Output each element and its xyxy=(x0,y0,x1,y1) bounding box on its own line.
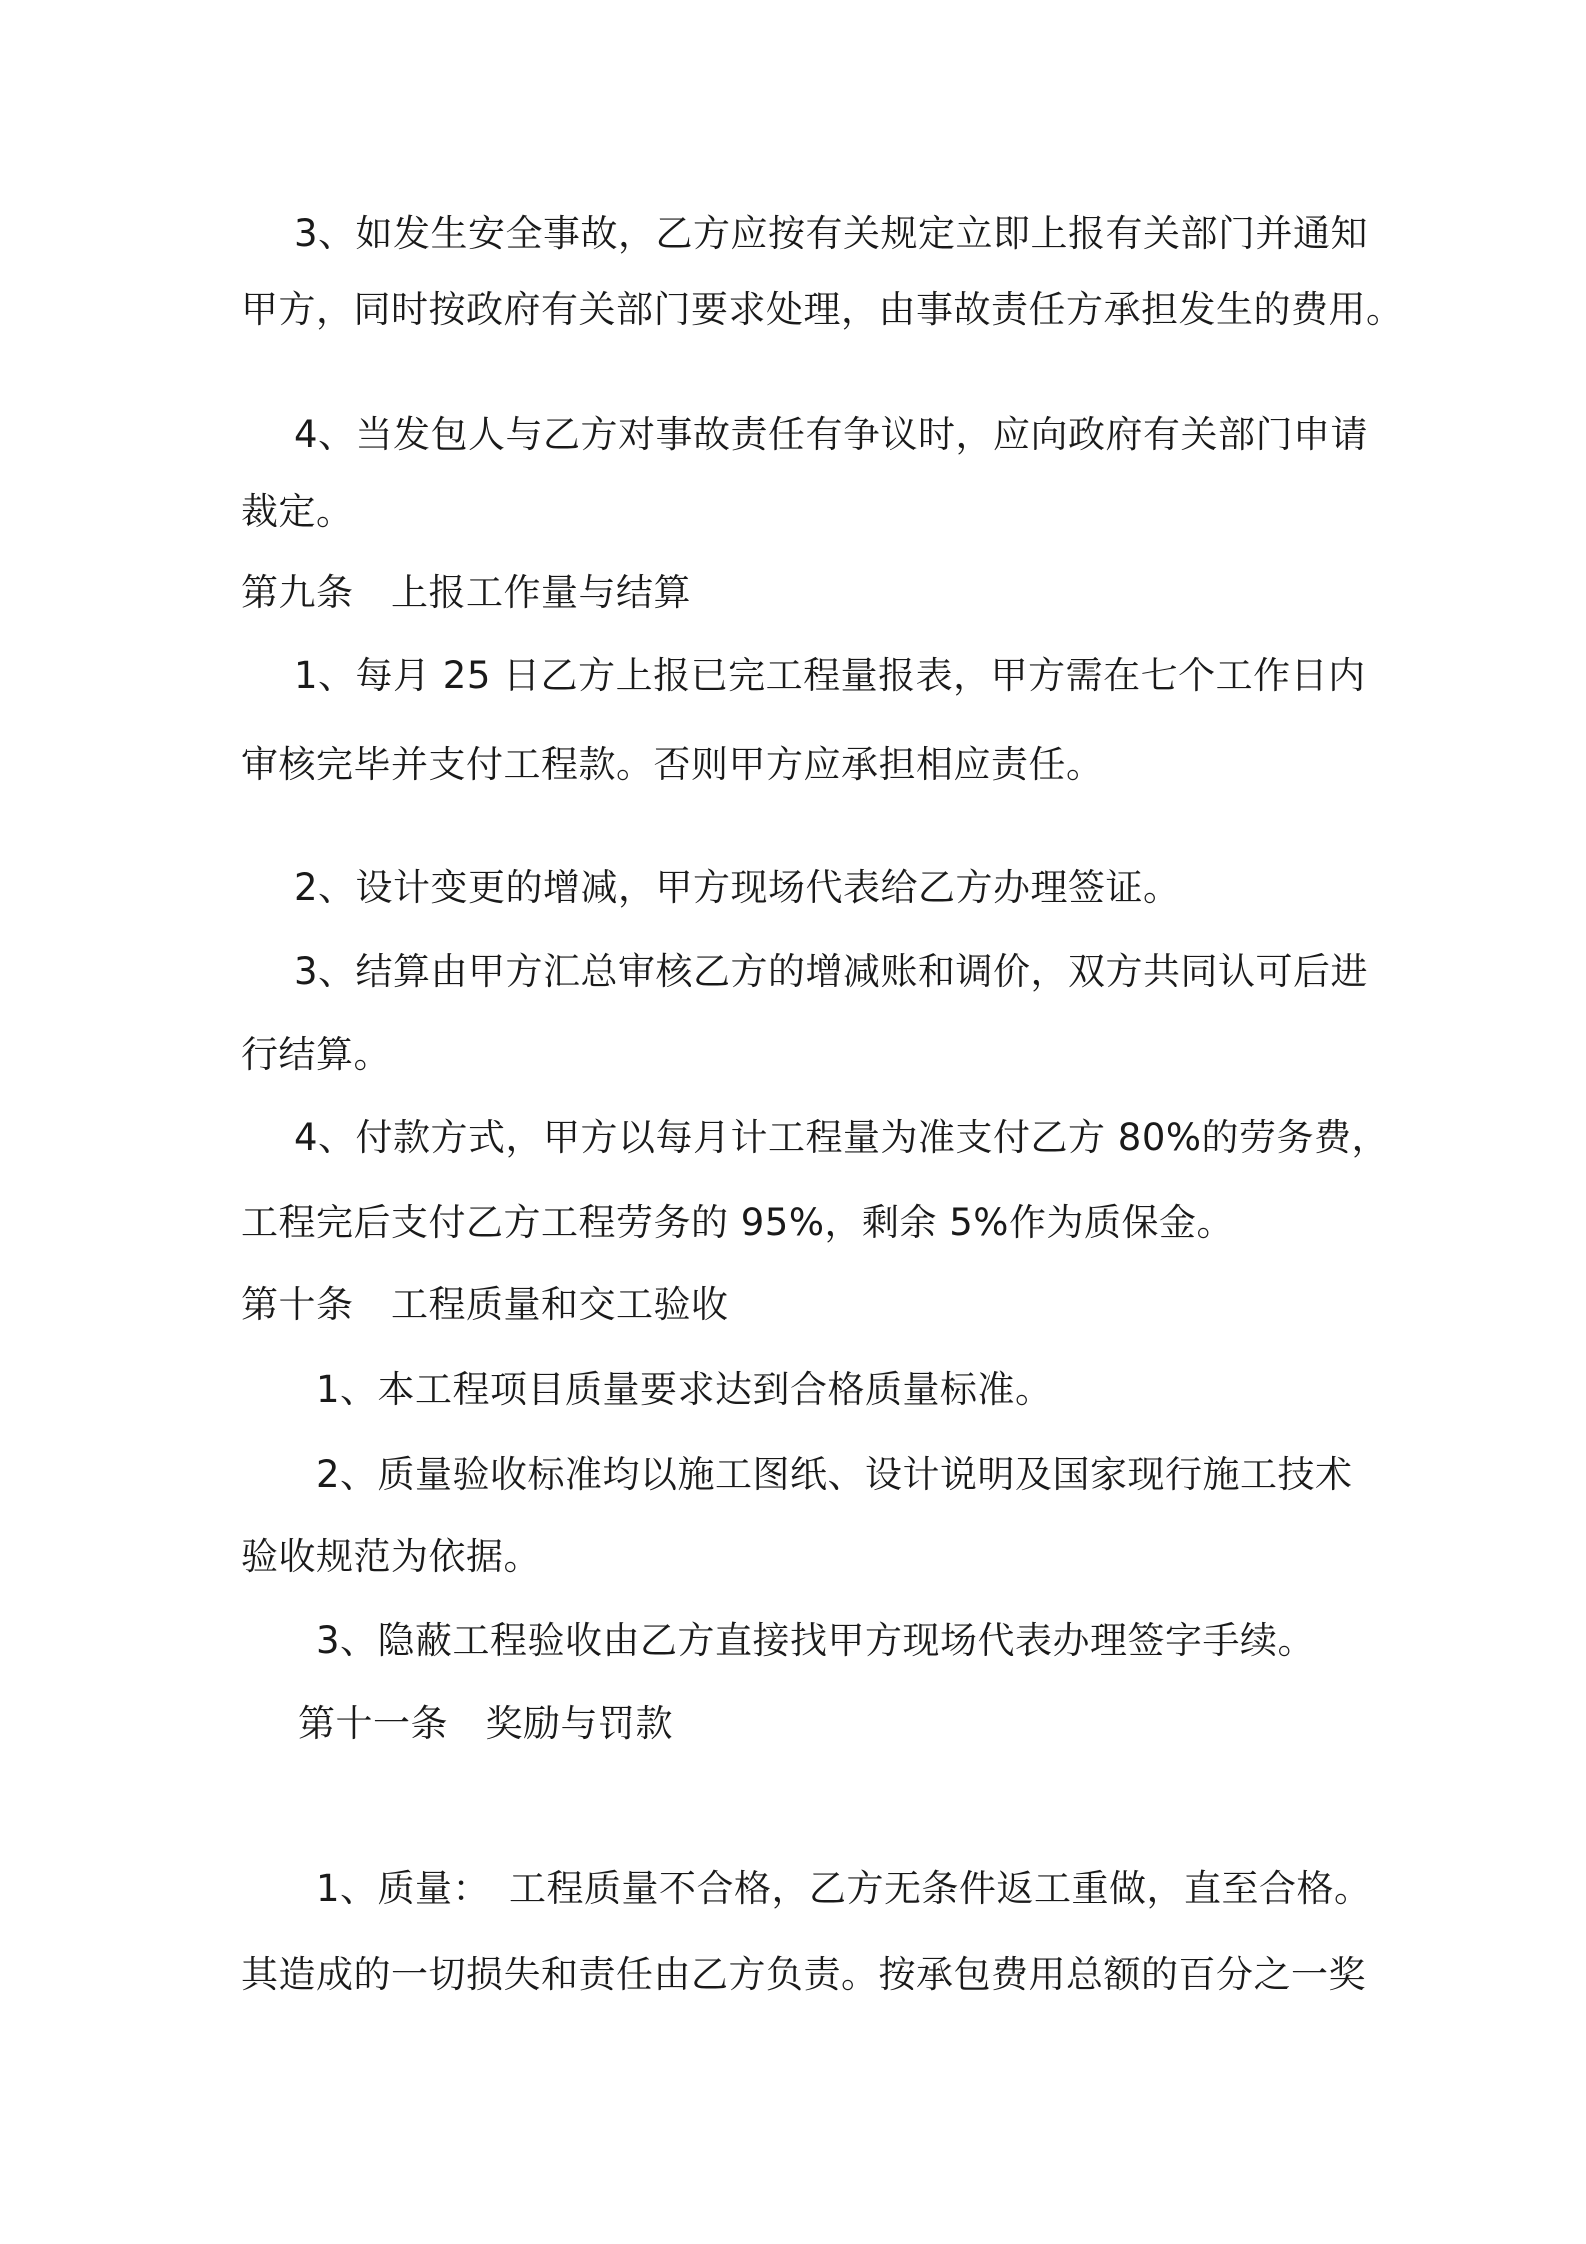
paragraph-line: 裁定。 xyxy=(241,490,354,533)
paragraph-line: 其造成的一切损失和责任由乙方负责。按承包费用总额的百分之一奖 xyxy=(241,1953,1366,1996)
paragraph-line: 甲方，同时按政府有关部门要求处理，由事故责任方承担发生的费用。 xyxy=(241,288,1404,331)
article-heading: 第十一条 奖励与罚款 xyxy=(298,1702,673,1745)
paragraph-line: 工程完后支付乙方工程劳务的 95%，剩余 5%作为质保金。 xyxy=(241,1201,1234,1244)
paragraph-line: 1、本工程项目质量要求达到合格质量标准。 xyxy=(316,1368,1053,1411)
paragraph-line: 行结算。 xyxy=(241,1033,391,1076)
article-heading: 第九条 上报工作量与结算 xyxy=(241,571,691,614)
paragraph-line: 4、付款方式，甲方以每月计工程量为准支付乙方 80%的劳务费， xyxy=(294,1116,1390,1159)
paragraph-line: 1、每月 25 日乙方上报已完工程量报表，甲方需在七个工作日内 xyxy=(294,654,1366,697)
paragraph-line: 3、结算由甲方汇总审核乙方的增减账和调价，双方共同认可后进 xyxy=(294,950,1369,993)
paragraph-line: 2、质量验收标准均以施工图纸、设计说明及国家现行施工技术 xyxy=(316,1453,1353,1496)
paragraph-line: 2、设计变更的增减，甲方现场代表给乙方办理签证。 xyxy=(294,866,1181,909)
paragraph-line: 3、隐蔽工程验收由乙方直接找甲方现场代表办理签字手续。 xyxy=(316,1619,1316,1662)
article-heading: 第十条 工程质量和交工验收 xyxy=(241,1283,729,1326)
paragraph-line: 3、如发生安全事故，乙方应按有关规定立即上报有关部门并通知 xyxy=(294,212,1369,255)
paragraph-line: 1、质量： 工程质量不合格，乙方无条件返工重做，直至合格。 xyxy=(316,1867,1372,1910)
paragraph-line: 审核完毕并支付工程款。否则甲方应承担相应责任。 xyxy=(241,743,1104,786)
paragraph-line: 4、当发包人与乙方对事故责任有争议时，应向政府有关部门申请 xyxy=(294,413,1369,456)
paragraph-line: 验收规范为依据。 xyxy=(241,1535,541,1578)
